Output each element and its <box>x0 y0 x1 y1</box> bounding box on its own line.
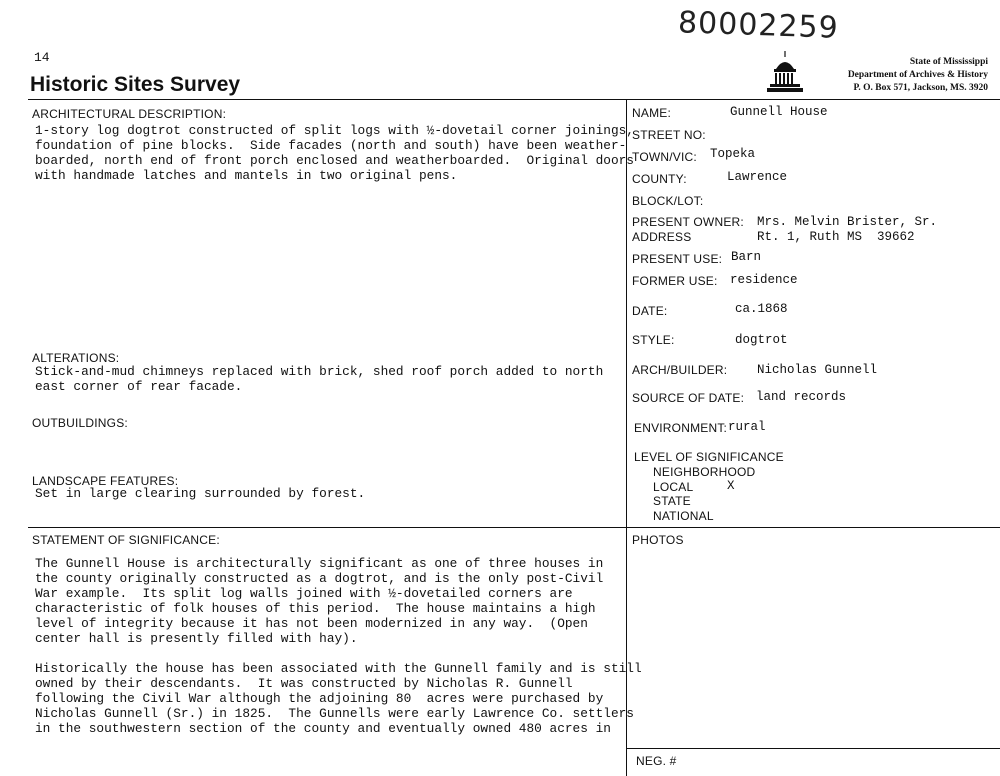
agency-line-department: Department of Archives & History <box>847 70 988 80</box>
present-use-value: Barn <box>731 250 762 264</box>
significance-line: owned by their descendants. It was constructed by Nicholas R. Gunnell <box>35 676 573 691</box>
arch-description-label: ARCHITECTURAL DESCRIPTION: <box>32 107 227 121</box>
negative-number-label: NEG. # <box>636 754 677 768</box>
level-option-neighborhood: NEIGHBORHOOD <box>653 465 756 479</box>
style-label: STYLE: <box>632 333 675 347</box>
address-value: Rt. 1, Ruth MS 39662 <box>757 230 915 244</box>
arch-description-line: 1-story log dogtrot constructed of split logs with ½-dovetail corner joinings, <box>35 123 634 138</box>
present-use-label: PRESENT USE: <box>632 252 723 266</box>
significance-line: center hall is presently filled with hay). <box>35 631 358 646</box>
significance-line: following the Civil War although the adjoining 80 acres were purchased by <box>35 691 604 706</box>
header-rule <box>28 99 1000 100</box>
significance-line: Historically the house has been associated with the Gunnell family and is still <box>35 661 642 676</box>
alterations-line: Stick-and-mud chimneys replaced with brick, shed roof porch added to north <box>35 364 604 379</box>
handwritten-id-number: 80002259 <box>677 5 840 46</box>
significance-line: The Gunnell House is architecturally significant as one of three houses in <box>35 556 604 571</box>
significance-line: level of integrity because it has not been modernized in any way. (Open <box>35 616 588 631</box>
date-value: ca.1868 <box>735 302 788 316</box>
builder-value: Nicholas Gunnell <box>757 363 878 377</box>
arch-description-line: with handmade latches and mantels in two original pens. <box>35 168 458 183</box>
significance-line: Nicholas Gunnell (Sr.) in 1825. The Gunnells were early Lawrence Co. settlers <box>35 706 634 721</box>
level-option-local: LOCAL <box>653 480 694 494</box>
block-lot-label: BLOCK/LOT: <box>632 194 704 208</box>
level-option-national: NATIONAL <box>653 509 714 523</box>
source-of-date-value: land records <box>756 390 847 404</box>
page-number: 14 <box>34 50 50 65</box>
date-label: DATE: <box>632 304 668 318</box>
former-use-value: residence <box>730 273 798 287</box>
builder-label: ARCH/BUILDER: <box>632 363 728 377</box>
section-rule <box>28 527 1000 528</box>
town-label: TOWN/VIC: <box>632 150 697 164</box>
name-value: Gunnell House <box>730 105 828 119</box>
alterations-label: ALTERATIONS: <box>32 351 120 365</box>
county-label: COUNTY: <box>632 172 687 186</box>
landscape-features-text: Set in large clearing surrounded by forest. <box>35 486 366 501</box>
owner-value: Mrs. Melvin Brister, Sr. <box>757 215 938 229</box>
significance-line: War example. Its split log walls joined with ½-dovetailed corners are <box>35 586 573 601</box>
level-local-mark: X <box>727 479 735 493</box>
name-label: NAME: <box>632 106 672 120</box>
significance-line: characteristic of folk houses of this period. The house maintains a high <box>35 601 596 616</box>
photos-label: PHOTOS <box>632 533 684 547</box>
level-option-state: STATE <box>653 494 691 508</box>
agency-line-address: P. O. Box 571, Jackson, MS. 3920 <box>853 83 988 93</box>
significance-line: in the southwestern section of the county and eventually owned 480 acres in <box>35 721 611 736</box>
survey-title: Historic Sites Survey <box>30 73 241 96</box>
agency-line-state: State of Mississippi <box>909 57 988 67</box>
landscape-features-label: LANDSCAPE FEATURES: <box>32 474 179 488</box>
address-label: ADDRESS <box>632 230 692 244</box>
town-value: Topeka <box>710 147 756 161</box>
former-use-label: FORMER USE: <box>632 274 718 288</box>
county-value: Lawrence <box>727 170 788 184</box>
arch-description-line: foundation of pine blocks. Side facades (north and south) have been weather- <box>35 138 627 153</box>
negative-rule <box>626 748 1000 749</box>
capitol-building-icon <box>766 50 804 94</box>
significance-label: STATEMENT OF SIGNIFICANCE: <box>32 533 220 547</box>
style-value: dogtrot <box>735 333 788 347</box>
owner-label: PRESENT OWNER: <box>632 215 744 229</box>
arch-description-line: boarded, north end of front porch enclosed and weatherboarded. Original doors <box>35 153 634 168</box>
street-label: STREET NO: <box>632 128 706 142</box>
environment-value: rural <box>728 420 766 434</box>
alterations-line: east corner of rear facade. <box>35 379 243 394</box>
source-of-date-label: SOURCE OF DATE: <box>632 391 745 405</box>
level-of-significance-label: LEVEL OF SIGNIFICANCE <box>634 450 784 464</box>
significance-line: the county originally constructed as a dogtrot, and is the only post-Civil <box>35 571 604 586</box>
outbuildings-label: OUTBUILDINGS: <box>32 416 128 430</box>
environment-label: ENVIRONMENT: <box>634 421 728 435</box>
